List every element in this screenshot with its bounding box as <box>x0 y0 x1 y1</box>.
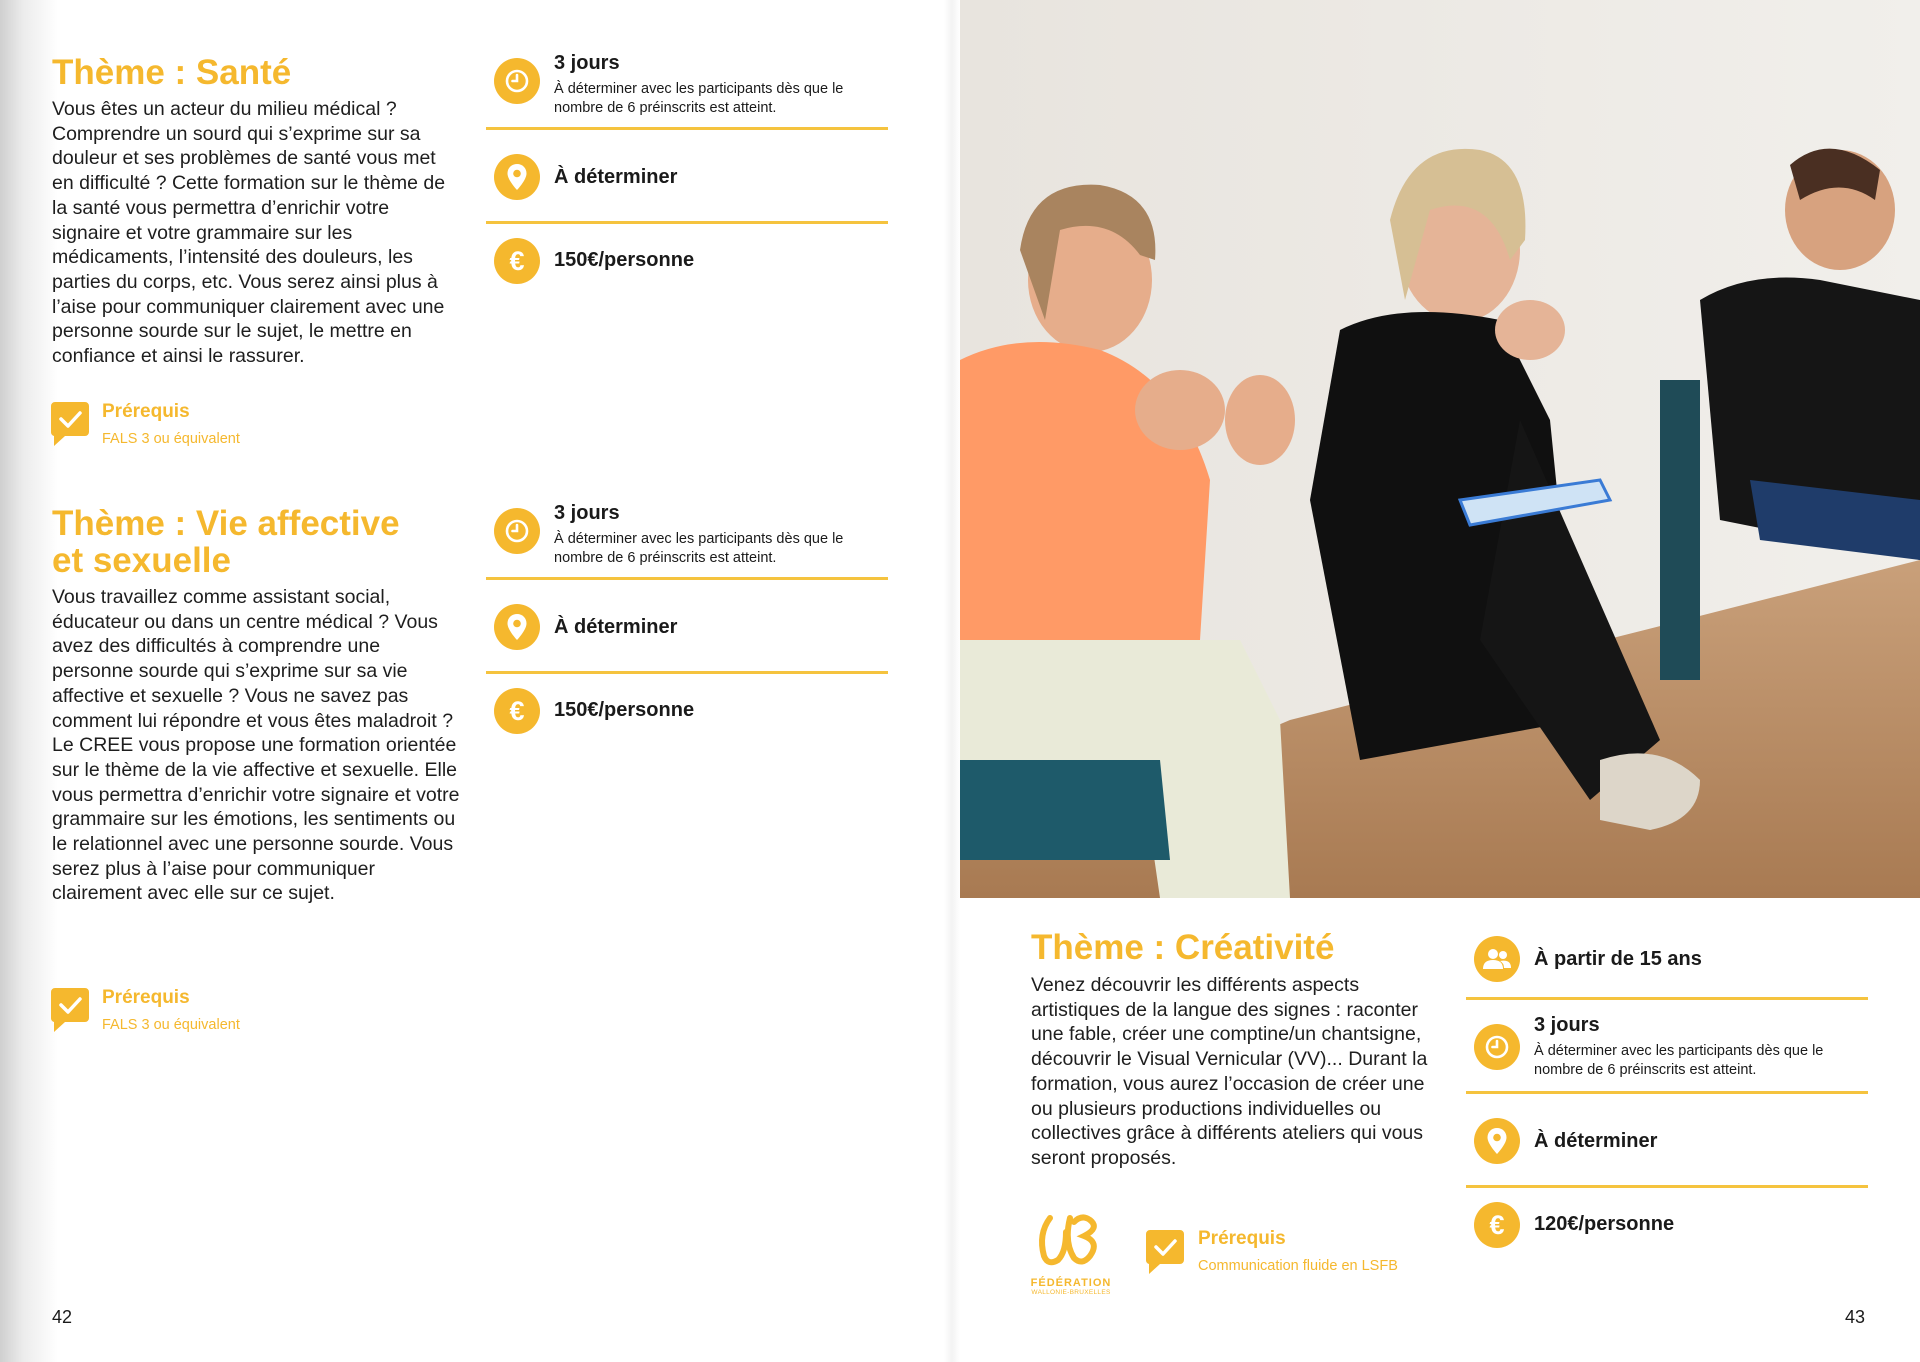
duration-value: 3 jours <box>1534 1014 1600 1036</box>
location-value: À déterminer <box>1534 1130 1658 1152</box>
info-row-price <box>486 224 888 304</box>
euro-icon: € <box>494 688 540 734</box>
info-row-duration <box>1466 1000 1868 1094</box>
page-edge-shadow <box>0 0 58 1362</box>
prerequis-value: FALS 3 ou équivalent <box>102 1017 240 1033</box>
info-box-vie-affective <box>486 498 888 754</box>
euro-icon: € <box>494 238 540 284</box>
clock-icon <box>1474 1024 1520 1070</box>
prerequis-label: Prérequis <box>102 401 190 422</box>
price-value: 150€/personne <box>554 249 695 271</box>
duration-value: 3 jours <box>554 52 620 74</box>
info-row-audience <box>1466 930 1868 1000</box>
theme-creativite-description: Venez découvrir les différents aspects artistiques de la langue des signes : raconter une fable, créer une comptine/un chantsigne, découvrir le Visual Vernicular (VV)... Durant la formation, vous aurez l’occasion de créer une ou plusieurs productions individuelles ou collectives grâce à différents ateliers qui vous seront proposés. <box>1031 974 1428 1169</box>
price-value: 120€/personne <box>1534 1213 1675 1235</box>
info-row-location <box>486 580 888 674</box>
prerequis-label: Prérequis <box>102 987 190 1008</box>
theme-vie-affective-description: Vous travaillez comme assistant social, éducateur ou dans un centre médical ? Vous avez des difficultés à comprendre une personne sourde qui s’exprime sur sa vie affective et sexuelle ? Vous ne savez pas comment lui répondre et vous êtes maladroit ? Le CREE vous propose une formation orientée sur le thème de la vie affective et sexuelle. Elle vous permettra d’enrichir votre signaire et votre grammaire sur les émotions, les sentiments ou le relationnel avec une personne sourde. Vous serez plus à l’aise pour communiquer clairement avec elle sur ce sujet. <box>52 586 460 905</box>
info-row-location <box>486 130 888 224</box>
clock-icon <box>494 508 540 554</box>
info-row-price <box>1466 1188 1868 1268</box>
duration-value: 3 jours <box>554 502 620 524</box>
audience-value: À partir de 15 ans <box>1534 948 1702 970</box>
checkmark-speech-bubble-icon <box>51 988 89 1032</box>
prerequis-value: FALS 3 ou équivalent <box>102 431 240 447</box>
duration-note: À déterminer avec les participants dès que le nombre de 6 préinscrits est atteint. <box>554 81 844 116</box>
info-row-price <box>486 674 888 754</box>
page-number-left: 42 <box>52 1307 73 1327</box>
info-row-duration <box>486 48 888 130</box>
location-value: À déterminer <box>554 616 678 638</box>
theme-creativite-title: Thème : Créativité <box>1031 928 1335 967</box>
theme-sante-description: Vous êtes un acteur du milieu médical ? Comprendre un sourd qui s’exprime sur sa douleur et ses problèmes de santé vous met en difficulté ? Cette formation sur le thème de la santé vous permettra d’enrichir votre signaire et votre grammaire sur les médicaments, l’intensité des douleurs, les parties du corps, etc. Vous serez ainsi plus à l’aise pour communiquer clairement avec une personne sourde sur le sujet, le mettre en confiance et ainsi le rassurer. <box>52 98 446 368</box>
location-value: À déterminer <box>554 166 678 188</box>
price-value: 150€/personne <box>554 699 695 721</box>
people-icon <box>1474 936 1520 982</box>
prerequis-label: Prérequis <box>1198 1228 1286 1249</box>
info-row-location <box>1466 1094 1868 1188</box>
euro-icon: € <box>1474 1202 1520 1248</box>
clock-icon <box>494 58 540 104</box>
checkmark-speech-bubble-icon <box>1146 1230 1184 1274</box>
duration-note: À déterminer avec les participants dès que le nombre de 6 préinscrits est atteint. <box>554 531 844 566</box>
page-gutter <box>944 0 960 1362</box>
theme-sante-title: Thème : Santé <box>52 53 292 92</box>
page-number-right: 43 <box>1845 1307 1866 1327</box>
info-row-duration <box>486 498 888 580</box>
location-pin-icon <box>494 604 540 650</box>
photo-participants-signing <box>960 0 1920 898</box>
checkmark-speech-bubble-icon <box>51 402 89 446</box>
federation-wallonie-bruxelles-logo: FÉDÉRATION WALLONIE-BRUXELLES <box>1030 1212 1112 1292</box>
location-pin-icon <box>1474 1118 1520 1164</box>
location-pin-icon <box>494 154 540 200</box>
info-box-sante <box>486 48 888 304</box>
duration-note: À déterminer avec les participants dès que le nombre de 6 préinscrits est atteint. <box>1534 1043 1824 1078</box>
info-box-creativite <box>1466 930 1868 1268</box>
theme-vie-affective-title: Thème : Vie affective et sexuelle <box>52 504 400 580</box>
prerequis-value: Communication fluide en LSFB <box>1198 1258 1398 1274</box>
